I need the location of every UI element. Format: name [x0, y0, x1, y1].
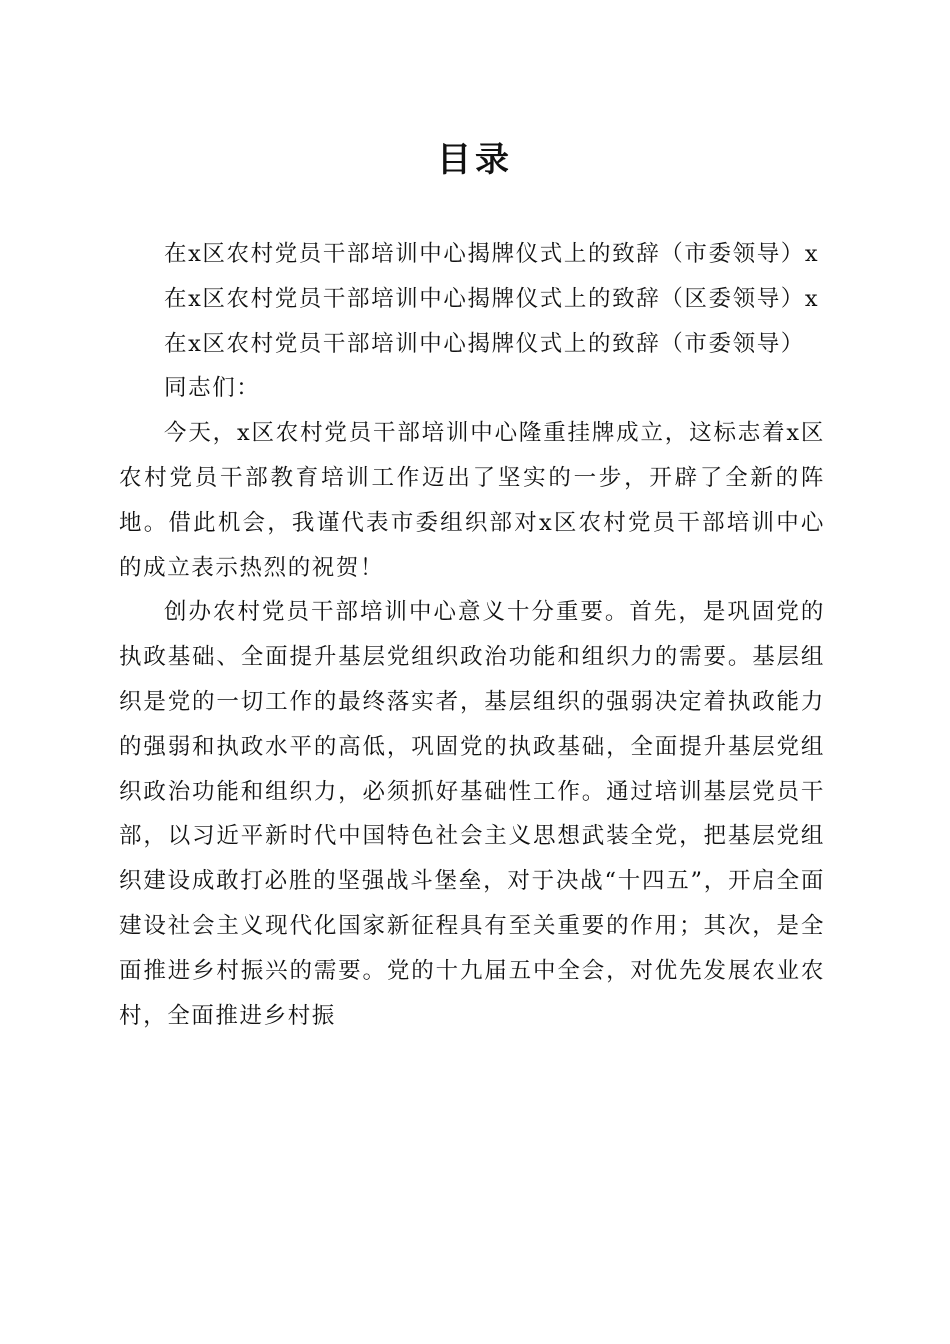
toc-entry: 在x区农村党员干部培训中心揭牌仪式上的致辞（市委领导）x: [164, 241, 820, 267]
salutation: 同志们：: [164, 375, 261, 402]
toc-entry: 在x区农村党员干部培训中心揭牌仪式上的致辞（区委领导）x: [164, 285, 820, 312]
document-body: [119, 232, 825, 1038]
page-title: 目录: [437, 140, 513, 180]
body-paragraph: 创办农村党员干部培训中心意义十分重要。首先，是巩固党的执政基础、全面提升基层党组织政治功能和组织力的需要。基层组织是党的一切工作的最终落实者，基层组织的强弱决定着执政能力的强弱和执政水平的高低，巩固党的执政基础，全面提升基层党组织政治功能和组织力，必须抓好基础性工作。通过培训基层党员干部，以习近平新时代中国特色社会主义思想武装全党，把基层党组织建设成敢打必胜的坚强战斗堡垒，对于决战“十四五”，开启全面建设社会主义现代化国家新征程具有至关重要的作用；其次，是全面推进乡村振兴的需要。党的十九届五中全会，对优先发展农业农村，全面推进乡村振: [119, 599, 825, 1029]
toc-entry: 在x区农村党员干部培训中心揭牌仪式上的致辞（市委领导）: [164, 330, 805, 357]
body-paragraph: 今天，x区农村党员干部培训中心隆重挂牌成立，这标志着x区农村党员干部教育培训工作迈出了坚实的一步，开辟了全新的阵地。借此机会，我谨代表市委组织部对x区农村党员干部培训中心的成立表示热烈的祝贺！: [119, 420, 825, 581]
